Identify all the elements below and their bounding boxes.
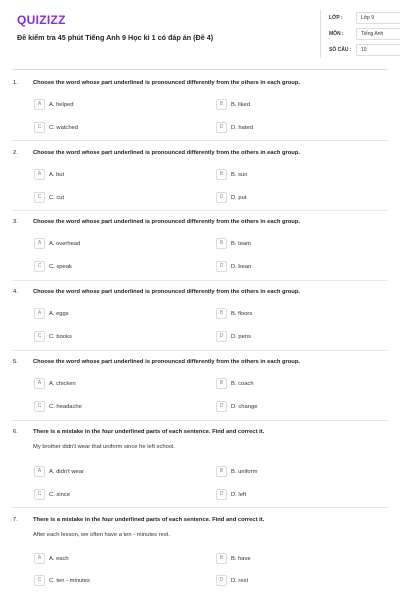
option-c[interactable] <box>34 489 70 500</box>
meta-label: MÔN : <box>329 31 344 37</box>
option-text: A. didn't wear <box>49 468 84 475</box>
option-letter: D <box>216 401 227 412</box>
option-text: B. team <box>231 240 251 247</box>
quiz-meta <box>320 10 400 58</box>
option-d[interactable] <box>216 575 248 586</box>
option-text: B. coach <box>231 380 254 387</box>
question-number: 3. <box>13 219 18 225</box>
question-number: 5. <box>13 359 18 365</box>
question-number: 1. <box>13 80 18 86</box>
question-1 <box>13 80 387 86</box>
option-text: D. left <box>231 491 247 498</box>
question-prompt: There is a mistake in the four underlined parts of each sentence. Find and correct it. <box>33 429 265 435</box>
option-text: B. liked <box>231 101 251 108</box>
option-letter: B <box>216 553 227 564</box>
question-3 <box>13 219 387 225</box>
divider <box>13 210 387 211</box>
option-letter: C <box>34 575 45 586</box>
question-4 <box>13 289 387 295</box>
quiz-title: Đề kiểm tra 45 phút Tiếng Anh 9 Học kì 1 có đáp án (Đề 4) <box>17 33 214 42</box>
option-text: A. chicken <box>49 380 76 387</box>
option-letter: D <box>216 122 227 133</box>
meta-label: SỐ CÂU : <box>329 47 352 53</box>
option-letter: A <box>34 99 45 110</box>
option-c[interactable] <box>34 331 72 342</box>
meta-label: LỚP : <box>329 15 343 21</box>
meta-value: Lớp 9 <box>356 12 400 24</box>
option-letter: A <box>34 169 45 180</box>
question-number: 7. <box>13 517 18 523</box>
option-letter: D <box>216 489 227 500</box>
option-a[interactable] <box>34 553 69 564</box>
option-letter: A <box>34 238 45 249</box>
option-text: C. watched <box>49 124 78 131</box>
question-prompt: Choose the word whose part underlined is pronounced differently from the others in each group. <box>33 289 301 295</box>
option-text: A. eggs <box>49 310 69 317</box>
option-letter: C <box>34 261 45 272</box>
option-text: D. rest <box>231 577 249 584</box>
option-letter: C <box>34 489 45 500</box>
option-text: D. pens <box>231 333 251 340</box>
option-c[interactable] <box>34 261 72 272</box>
option-letter: D <box>216 192 227 203</box>
option-letter: C <box>34 331 45 342</box>
question-7 <box>13 517 387 538</box>
question-prompt: Choose the word whose part underlined is pronounced differently from the others in each group. <box>33 80 301 86</box>
option-b[interactable] <box>216 238 251 249</box>
option-c[interactable] <box>34 401 82 412</box>
option-d[interactable] <box>216 261 251 272</box>
option-c[interactable] <box>34 192 64 203</box>
question-prompt: Choose the word whose part underlined is pronounced differently from the others in each group. <box>33 219 301 225</box>
option-letter: B <box>216 169 227 180</box>
question-number: 6. <box>13 429 18 435</box>
option-a[interactable] <box>34 238 80 249</box>
option-text: C. speak <box>49 263 72 270</box>
divider <box>13 507 387 508</box>
meta-row-count <box>321 42 400 58</box>
option-letter: B <box>216 378 227 389</box>
option-text: B. floors <box>231 310 253 317</box>
option-letter: A <box>34 466 45 477</box>
option-text: C. headache <box>49 403 82 410</box>
option-text: A. but <box>49 171 65 178</box>
option-letter: D <box>216 575 227 586</box>
option-text: C. books <box>49 333 72 340</box>
option-text: C. ten - minutes <box>49 577 90 584</box>
option-d[interactable] <box>216 489 246 500</box>
option-b[interactable] <box>216 169 247 180</box>
question-prompt: There is a mistake in the four underlined parts of each sentence. Find and correct it. <box>33 517 265 523</box>
option-d[interactable] <box>216 122 253 133</box>
question-2 <box>13 150 387 156</box>
option-c[interactable] <box>34 122 78 133</box>
divider <box>13 280 387 281</box>
option-text: B. have <box>231 555 251 562</box>
option-text: B. uniform <box>231 468 258 475</box>
option-letter: B <box>216 308 227 319</box>
option-text: A. overhead <box>49 240 81 247</box>
question-sentence: After each lesson, we often have a ten - minutes rest. <box>33 532 170 538</box>
option-b[interactable] <box>216 99 250 110</box>
option-letter: D <box>216 261 227 272</box>
question-prompt: Choose the word whose part underlined is pronounced differently from the others in each group. <box>33 359 301 365</box>
option-letter: D <box>216 331 227 342</box>
meta-row-subject <box>321 26 400 42</box>
option-text: D. hated <box>231 124 253 131</box>
option-text: D. bean <box>231 263 252 270</box>
option-letter: C <box>34 192 45 203</box>
question-sentence: My brother didn't wear that uniform since he left school. <box>33 444 175 450</box>
option-letter: C <box>34 401 45 412</box>
quizizz-logo[interactable]: QUIZIZZ <box>17 13 66 27</box>
option-b[interactable] <box>216 308 252 319</box>
option-text: B. sun <box>231 171 248 178</box>
option-a[interactable] <box>34 99 74 110</box>
option-b[interactable] <box>216 466 257 477</box>
meta-value: 10 <box>356 44 400 56</box>
question-number: 2. <box>13 150 18 156</box>
option-letter: A <box>34 378 45 389</box>
divider <box>13 140 387 141</box>
option-text: A. each <box>49 555 69 562</box>
meta-row-class <box>321 10 400 26</box>
option-letter: A <box>34 308 45 319</box>
divider <box>13 420 387 421</box>
question-number: 4. <box>13 289 18 295</box>
option-c[interactable] <box>34 575 90 586</box>
option-text: D. change <box>231 403 258 410</box>
option-text: C. cut <box>49 194 65 201</box>
option-letter: C <box>34 122 45 133</box>
option-letter: B <box>216 466 227 477</box>
option-letter: A <box>34 553 45 564</box>
option-b[interactable] <box>216 553 251 564</box>
option-b[interactable] <box>216 378 254 389</box>
question-5 <box>13 359 387 365</box>
option-d[interactable] <box>216 401 257 412</box>
question-6 <box>13 429 387 450</box>
option-text: D. put <box>231 194 247 201</box>
option-letter: B <box>216 238 227 249</box>
option-d[interactable] <box>216 331 251 342</box>
quiz-header <box>13 0 387 70</box>
divider <box>13 350 387 351</box>
option-letter: B <box>216 99 227 110</box>
option-text: C. since <box>49 491 70 498</box>
option-a[interactable] <box>34 466 84 477</box>
option-a[interactable] <box>34 378 76 389</box>
meta-value: Tiếng Anh <box>356 28 400 40</box>
option-a[interactable] <box>34 308 69 319</box>
option-d[interactable] <box>216 192 246 203</box>
option-text: A. helped <box>49 101 74 108</box>
question-prompt: Choose the word whose part underlined is pronounced differently from the others in each group. <box>33 150 301 156</box>
option-a[interactable] <box>34 169 64 180</box>
